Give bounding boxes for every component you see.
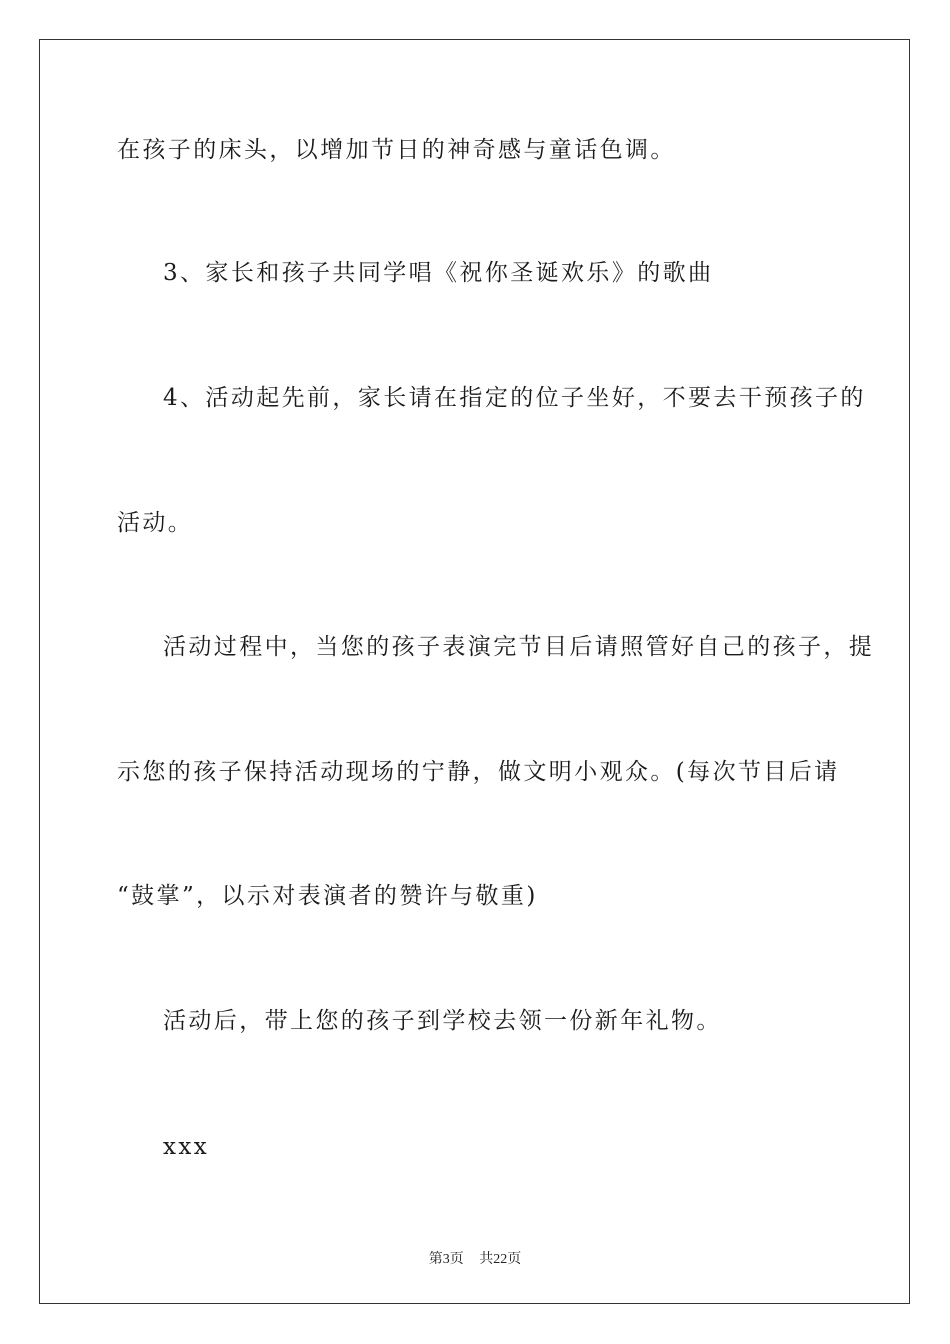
paragraph-line: 活动后，带上您的孩子到学校去领一份新年礼物。 <box>163 1008 722 1034</box>
page-total: 共22页 <box>479 1252 522 1267</box>
signature-line: xxx <box>163 1134 210 1160</box>
paragraph-line: 示您的孩子保持活动现场的宁静，做文明小观众。(每次节目后请 <box>117 759 840 785</box>
paragraph-line: 3、家长和孩子共同学唱《祝你圣诞欢乐》的歌曲 <box>163 260 714 286</box>
page-frame <box>39 39 910 1304</box>
paragraph-line: 4、活动起先前，家长请在指定的位子坐好，不要去干预孩子的 <box>163 385 866 411</box>
paragraph-line: 在孩子的床头，以增加节日的神奇感与童话色调。 <box>117 137 676 163</box>
paragraph-line: 活动。 <box>117 510 194 536</box>
paragraph-line: 活动过程中，当您的孩子表演完节目后请照管好自己的孩子，提 <box>163 634 875 660</box>
paragraph-line: “鼓掌”，以示对表演者的赞许与敬重) <box>117 883 538 909</box>
page-footer <box>0 1248 950 1268</box>
page-number: 第3页 <box>428 1252 464 1267</box>
